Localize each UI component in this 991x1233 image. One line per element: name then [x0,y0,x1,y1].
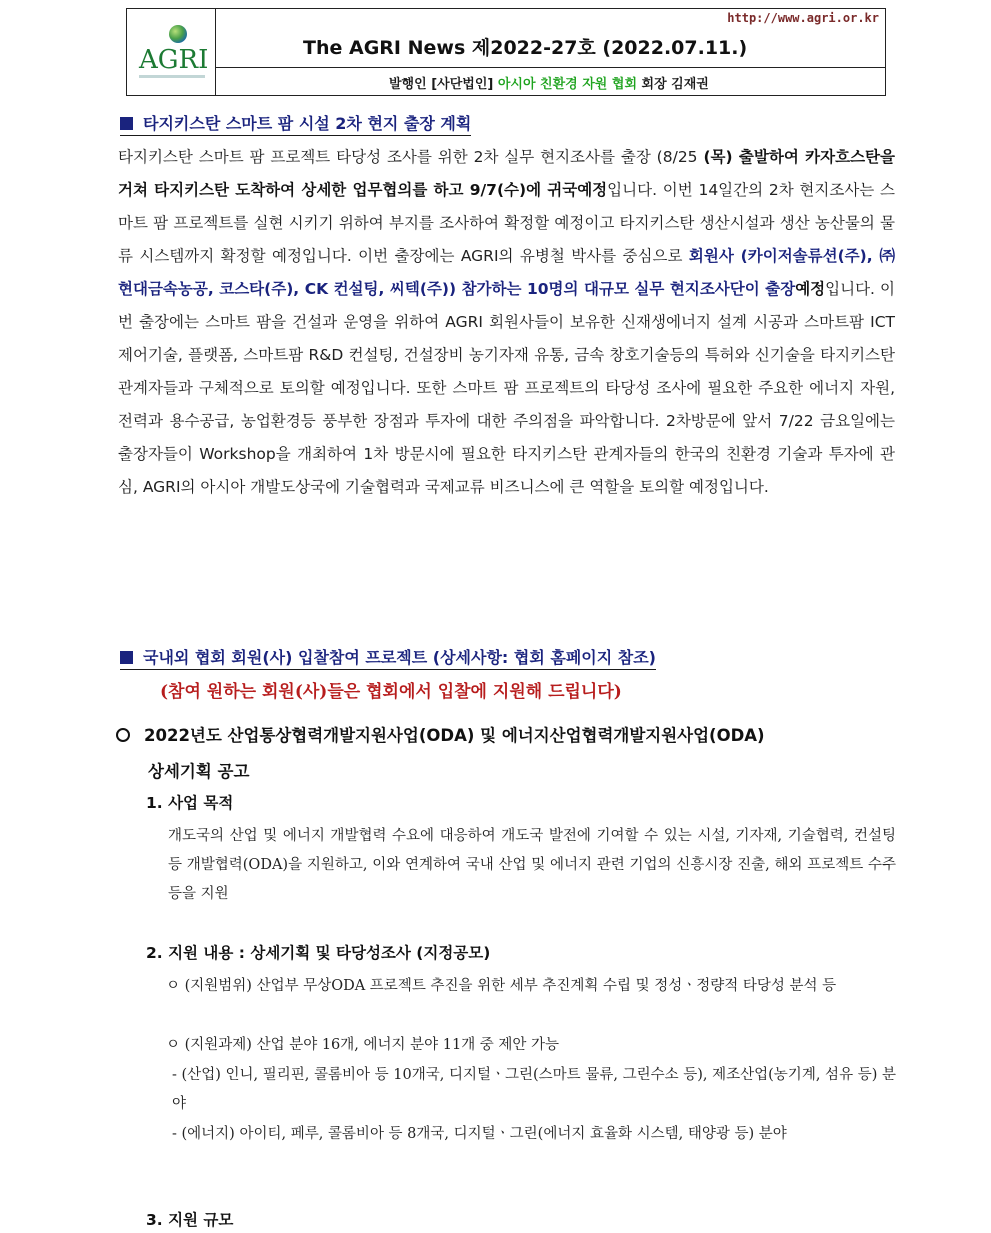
s1-text-e: 예정 [795,280,826,298]
section1-heading-text: 타지키스탄 스마트 팜 시설 2차 현지 출장 계획 [143,114,472,133]
square-bullet-icon [120,651,133,664]
section2-heading [120,645,656,670]
s1-text-f: 입니다. 이번 출장에는 스마트 팜을 건설과 운영을 위하여 AGRI 회원사들이 보유한 신재생에너지 설계 시공과 스마트팜 ICT 제어기술, 플랫폼, 스마트팜 R&D 컨설팅, 건설장비 농기자재 유통, 금속 창호기술등의 특허와 신기술을 타지키스탄 관계자들과 구체적으로 토의할 예정입니다. 또한 스마트 팜 프로젝트의 타당성 조사에 필요한 주요한 에너지 자원, 전력과 용수공급, 농업환경등 풍부한 장점과 투자에 대한 주의점을 파악합니다. 2차방문에 앞서 7/22 금요일에는 출장자들이 Workshop을 개최하여 1차 방문시에 필요한 타지키스탄 관계자들의 한국의 친환경 기술과 투자에 관심, AGRI의 아시아 개발도상국에 기술협력과 국제교류 비즈니스에 큰 역할을 토의할 예정입니다. [118,280,895,496]
s1-text-b: (목) 출발하여 카자흐스탄을 거쳐 타지키스탄 도착하여 상세한 업무협의를 하고 9/7(수)에 귀국예정 [118,148,896,199]
agri-logo [127,9,216,95]
oda-announcement [116,718,896,790]
sub2-bullet-range: ㅇ (지원범위) 산업부 무상ODA 프로젝트 추진을 위한 세부 추진계획 수립 및 정성ㆍ정량적 타당성 분석 등 [166,978,837,994]
square-bullet-icon [120,117,133,130]
sub2-industry: - (산업) 인니, 필리핀, 콜롬비아 등 10개국, 디지털ㆍ그린(스마트 물류, 그린수소 등), 제조산업(농기계, 섬유 등) 분야 [172,1067,896,1112]
oda-title-line1: 2022년도 산업통상협력개발지원사업(ODA) 및 에너지산업협력개발지원사업(ODA) [144,726,765,745]
sub1-title: 1. 사업 목적 [146,794,234,812]
logo-text: AGRI [139,45,209,75]
s1-members: 회원사 (카이저솔류션(주), ㈜ 현대금속농공, 코스타(주), CK 컨설팅, 씨텍(주)) 참가하는 10명의 대규모 실무 현지조사단이 출장 [118,247,896,298]
newsletter-header [126,8,886,96]
participation-note: (참여 원하는 회원(사)들은 협회에서 입찰에 지원해 드립니다) [160,682,622,702]
circle-bullet-icon [116,728,130,742]
sub2-energy: - (에너지) 아이티, 페루, 콜롬비아 등 8개국, 디지털ㆍ그린(에너지 효율화 시스템, 태양광 등) 분야 [172,1126,787,1142]
globe-icon [169,25,187,43]
section2-heading-text: 국내외 협회 회원(사) 입찰참여 프로젝트 (상세사항: 협회 홈페이지 참조) [143,648,656,667]
header-divider [215,67,885,68]
sub2-bullet-tasks: ㅇ (지원과제) 산업 분야 16개, 에너지 분야 11개 중 제안 가능 [166,1037,560,1053]
oda-title-line2: 상세기획 공고 [148,762,250,781]
publisher-prefix: 발행인 [사단법인] [389,77,498,92]
s1-text-c: 입니다. 이번 14일간의 2차 현지조사는 스마트 팜 프로젝트를 실현 시키기 위하여 부지를 조사하여 확정할 예정이고 타지키스탄 생산시설과 생산 농산물의 물류 시스템까지 확정할 예정입니다. 이번 출장에는 AGRI의 유병철 박사를 중심으로 [118,181,895,265]
section1-heading [120,111,471,136]
sub1-text: 개도국의 산업 및 에너지 개발협력 수요에 대응하여 개도국 발전에 기여할 수 있는 시설, 기자재, 기술협력, 컨설팅 등 개발협력(ODA)을 지원하고, 이와 연계하여 국내 산업 및 에너지 관련 기업의 신흥시장 진출, 해외 프로젝트 수주 등을 지원 [168,828,896,902]
sub3-title: 3. 지원 규모 [146,1211,234,1229]
logo-tagline-bar [139,75,205,78]
publisher-org: 아시아 친환경 자원 협회 [497,77,638,92]
section1-body [118,141,895,504]
publisher-line [389,73,709,92]
publisher-suffix: 회장 김재권 [637,77,709,92]
website-url[interactable]: http://www.agri.or.kr [727,11,879,25]
sub2-title: 2. 지원 내용 : 상세기획 및 타당성조사 (지정공모) [146,944,491,962]
s1-text-a: 타지키스탄 스마트 팜 프로젝트 타당성 조사를 위한 2차 실무 현지조사를 출장 (8/25 [118,148,698,166]
newsletter-title: The AGRI News 제2022-27호 (2022.07.11.) [303,37,748,59]
